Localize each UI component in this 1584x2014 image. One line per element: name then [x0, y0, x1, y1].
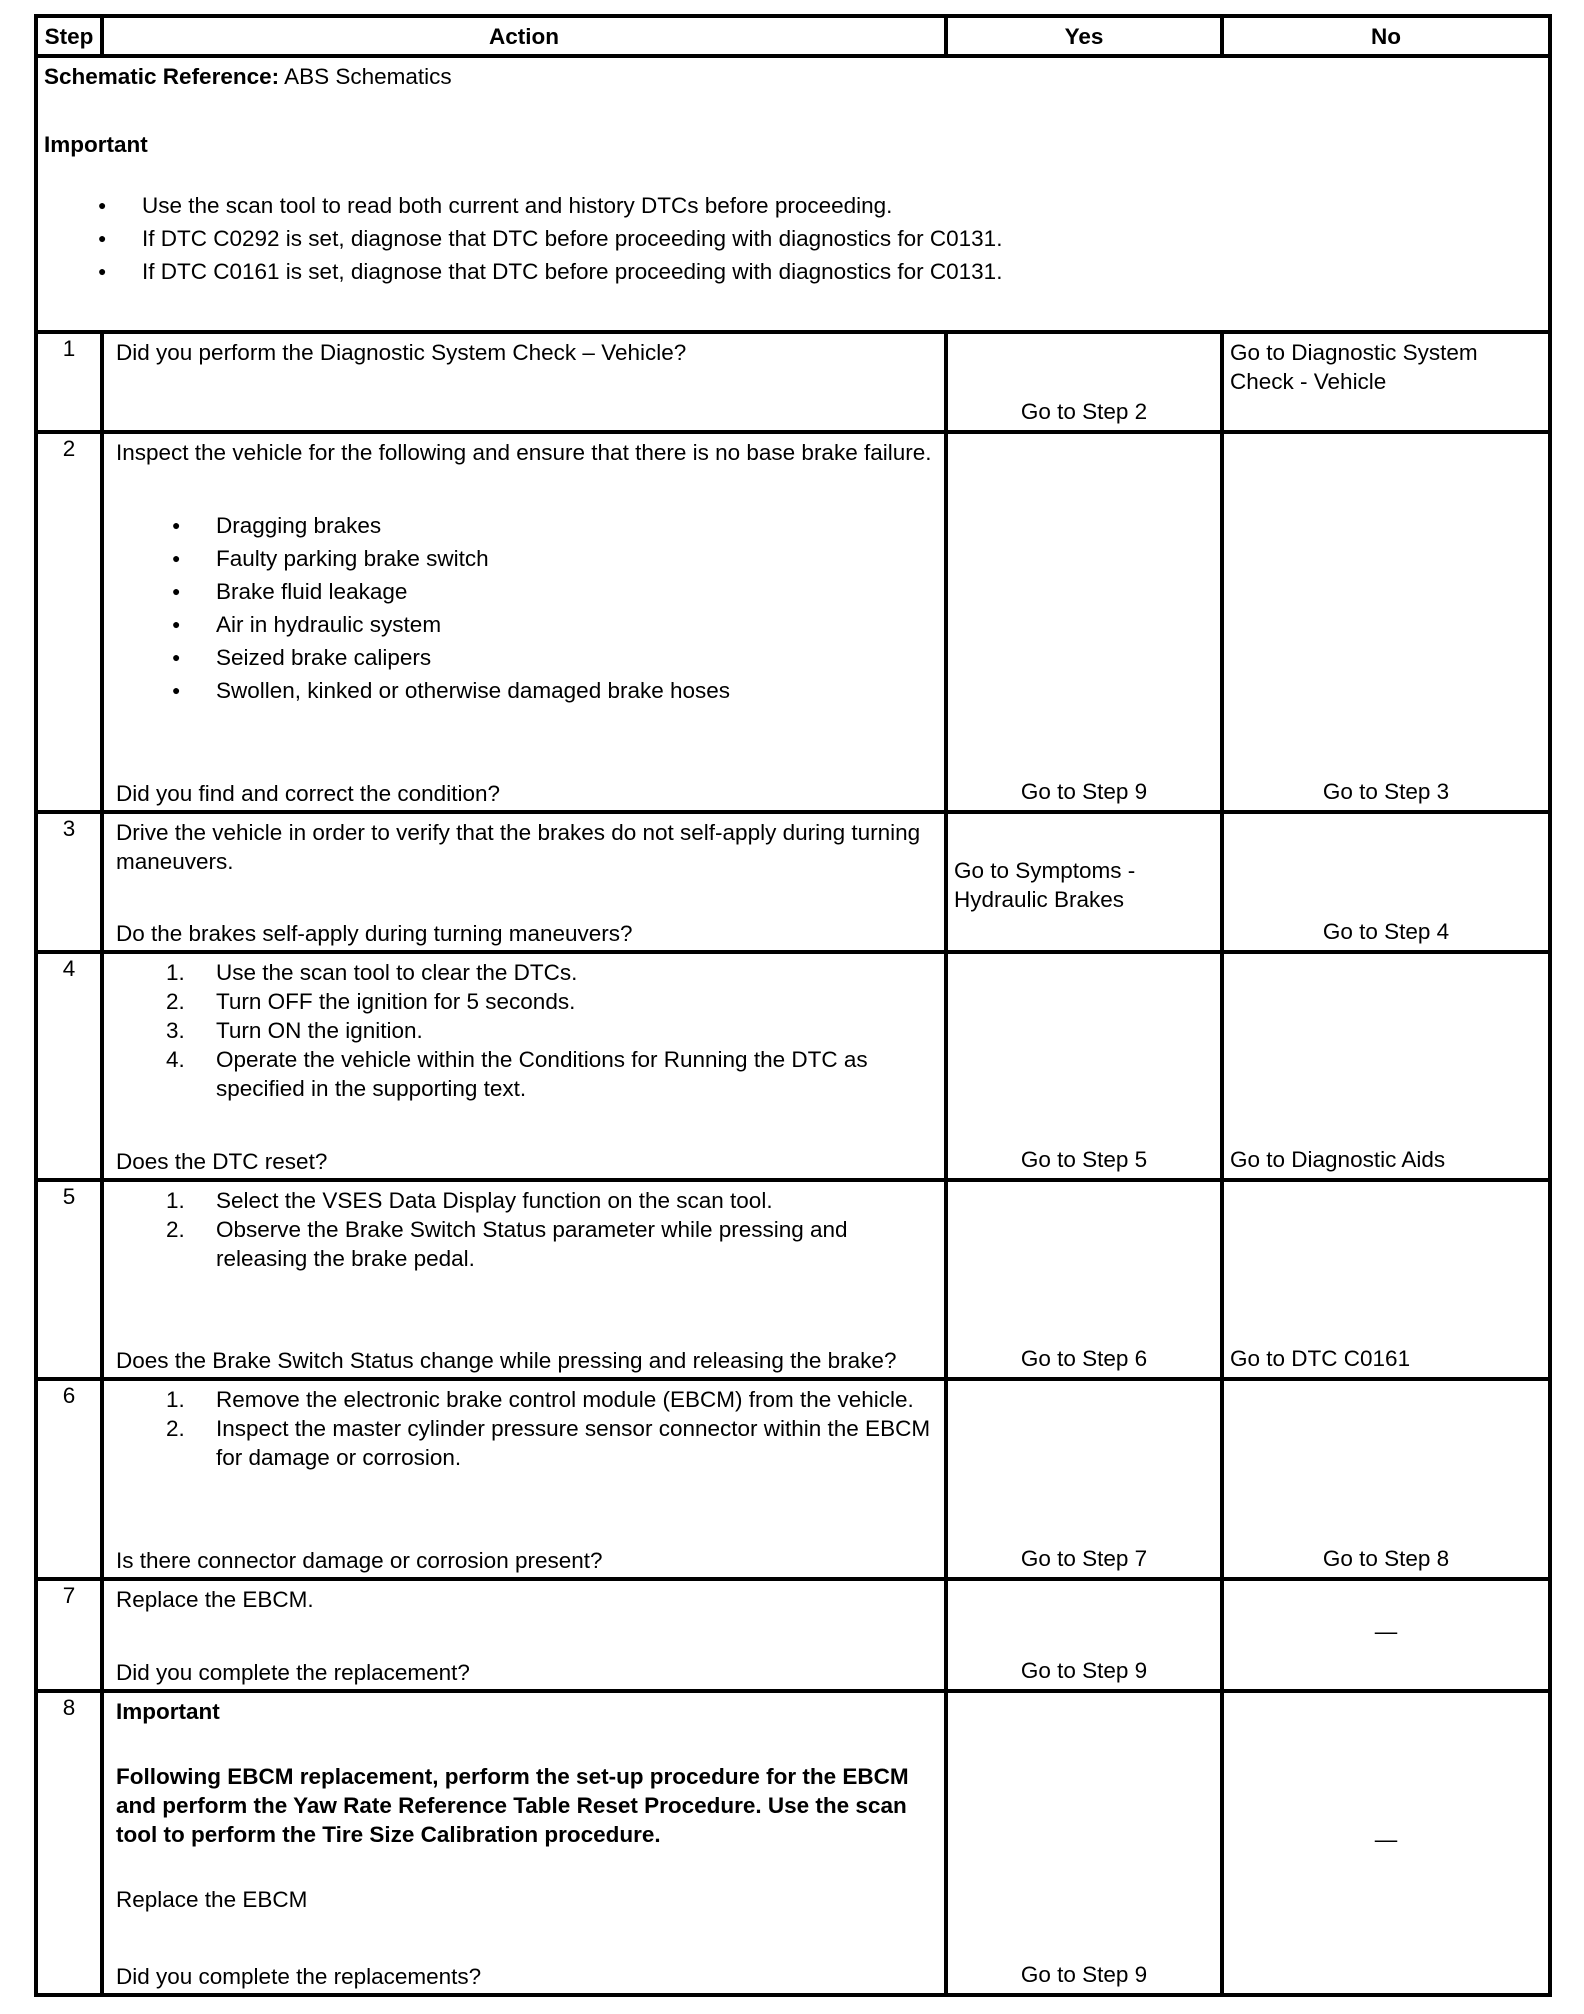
step-question: Do the brakes self-apply during turning maneuvers? [116, 921, 633, 946]
step-row-6 [36, 1379, 1550, 1579]
no-link[interactable]: Go to Step 3 [1322, 779, 1450, 804]
step-items [116, 1186, 932, 1273]
schematic-value: ABS Schematics [279, 64, 452, 89]
step-row-5 [36, 1180, 1550, 1379]
intro-row [36, 56, 1550, 332]
intro-bullets [44, 189, 1542, 288]
step-item: 3. Turn ON the ignition. [166, 1018, 423, 1043]
step-number: 7 [36, 1579, 102, 1691]
yes-link[interactable]: Go to Step 9 [1020, 1962, 1148, 1987]
step-important-heading: Important [116, 1699, 220, 1724]
step-question: Did you find and correct the condition? [116, 781, 500, 806]
step-item-text: Operate the vehicle within the Conditions for Running the DTC as specified in the supporting text. [216, 1047, 868, 1101]
yes-link[interactable]: Go to Step 9 [1020, 1658, 1148, 1683]
step-question: Does the Brake Switch Status change while pressing and releasing the brake? [116, 1348, 897, 1373]
intro-bullet: ● If DTC C0292 is set, diagnose that DTC before proceeding with diagnostics for C0131. [44, 222, 1542, 255]
header-row [36, 16, 1550, 56]
step-item-text: Turn OFF the ignition for 5 seconds. [216, 989, 576, 1014]
step-important-text: Following EBCM replacement, perform the set-up procedure for the EBCM and perform the Yaw Rate Reference Table Reset Procedure. Use the scan tool to perform the Tire Size Calibration procedure. [116, 1764, 909, 1847]
step-number: 3 [36, 812, 102, 952]
diagnostic-table [34, 14, 1552, 1997]
intro-block [38, 58, 1548, 330]
no-link[interactable]: Go to Step 8 [1322, 1546, 1450, 1571]
step-question: Did you complete the replacement? [116, 1660, 470, 1685]
step-number: 4 [36, 952, 102, 1180]
header-step: Step [36, 16, 102, 56]
step-row-4 [36, 952, 1550, 1180]
step-question: Is there connector damage or corrosion present? [116, 1548, 603, 1573]
step-item: 4. Operate the vehicle within the Conditions for Running the DTC as specified in the supporting text. [166, 1047, 868, 1101]
step-intro: Replace the EBCM [116, 1887, 308, 1912]
step-number: 5 [36, 1180, 102, 1379]
no-link[interactable]: Go to Diagnostic System Check - Vehicle [1230, 340, 1478, 394]
step-intro: Inspect the vehicle for the following and ensure that there is no base brake failure. [116, 440, 932, 465]
header-no: No [1222, 16, 1550, 56]
schematic-label: Schematic Reference: [44, 64, 280, 89]
intro-bullet: ● If DTC C0161 is set, diagnose that DTC before proceeding with diagnostics for C0131. [44, 255, 1542, 288]
schematic-reference [44, 62, 1542, 91]
header-action: Action [102, 16, 946, 56]
step-bullet: ● Brake fluid leakage [116, 575, 932, 608]
step-number: 6 [36, 1379, 102, 1579]
step-items [116, 958, 932, 1103]
yes-link[interactable]: Go to Step 6 [1020, 1346, 1148, 1371]
step-item: 2. Inspect the master cylinder pressure sensor connector within the EBCM for damage or corrosion. [166, 1416, 931, 1470]
intro-important: Important [44, 132, 148, 157]
step-number: 1 [36, 332, 102, 432]
step-bullet: ● Swollen, kinked or otherwise damaged brake hoses [116, 674, 932, 707]
step-question: Did you perform the Diagnostic System Check – Vehicle? [116, 340, 687, 365]
step-item: 1. Use the scan tool to clear the DTCs. [166, 960, 578, 985]
step-item-text: Inspect the master cylinder pressure sensor connector within the EBCM for damage or corrosion. [216, 1416, 931, 1470]
step-item-text: Observe the Brake Switch Status parameter while pressing and releasing the brake pedal. [216, 1217, 848, 1271]
step-item: 2. Observe the Brake Switch Status parameter while pressing and releasing the brake pedal. [166, 1217, 848, 1271]
step-item: 2. Turn OFF the ignition for 5 seconds. [166, 989, 576, 1014]
step-item-text: Select the VSES Data Display function on the scan tool. [216, 1188, 773, 1213]
step-items [116, 1385, 932, 1472]
step-row-2 [36, 432, 1550, 812]
step-intro: Drive the vehicle in order to verify that the brakes do not self-apply during turning maneuvers. [116, 820, 921, 874]
step-number: 8 [36, 1691, 102, 1995]
step-row-3 [36, 812, 1550, 952]
step-item-text: Use the scan tool to clear the DTCs. [216, 960, 578, 985]
no-link[interactable]: Go to Step 4 [1322, 919, 1450, 944]
step-row-8 [36, 1691, 1550, 1995]
no-link[interactable]: Go to DTC C0161 [1230, 1346, 1411, 1371]
yes-link[interactable]: Go to Step 5 [1020, 1147, 1148, 1172]
step-item: 1. Remove the electronic brake control module (EBCM) from the vehicle. [166, 1387, 914, 1412]
yes-link[interactable]: Go to Step 9 [1020, 779, 1148, 804]
yes-link[interactable]: Go to Step 2 [1020, 399, 1148, 424]
step-row-7 [36, 1579, 1550, 1691]
step-bullet: ● Faulty parking brake switch [116, 542, 932, 575]
step-bullet: ● Dragging brakes [116, 509, 932, 542]
step-intro: Replace the EBCM. [116, 1587, 314, 1612]
no-dash: — [1374, 1619, 1398, 1644]
step-item-text: Remove the electronic brake control module (EBCM) from the vehicle. [216, 1387, 914, 1412]
step-bullets [116, 509, 932, 707]
step-bullet: ● Seized brake calipers [116, 641, 932, 674]
step-item: 1. Select the VSES Data Display function on the scan tool. [166, 1188, 773, 1213]
header-yes: Yes [946, 16, 1222, 56]
step-question: Does the DTC reset? [116, 1149, 328, 1174]
step-bullet: ● Air in hydraulic system [116, 608, 932, 641]
intro-bullet: ● Use the scan tool to read both current and history DTCs before proceeding. [44, 189, 1542, 222]
yes-link[interactable]: Go to Symptoms - Hydraulic Brakes [954, 858, 1136, 912]
step-number: 2 [36, 432, 102, 812]
step-row-1 [36, 332, 1550, 432]
step-item-text: Turn ON the ignition. [216, 1018, 423, 1043]
yes-link[interactable]: Go to Step 7 [1020, 1546, 1148, 1571]
step-question: Did you complete the replacements? [116, 1964, 482, 1989]
no-link[interactable]: Go to Diagnostic Aids [1230, 1147, 1446, 1172]
no-dash: — [1374, 1827, 1398, 1852]
